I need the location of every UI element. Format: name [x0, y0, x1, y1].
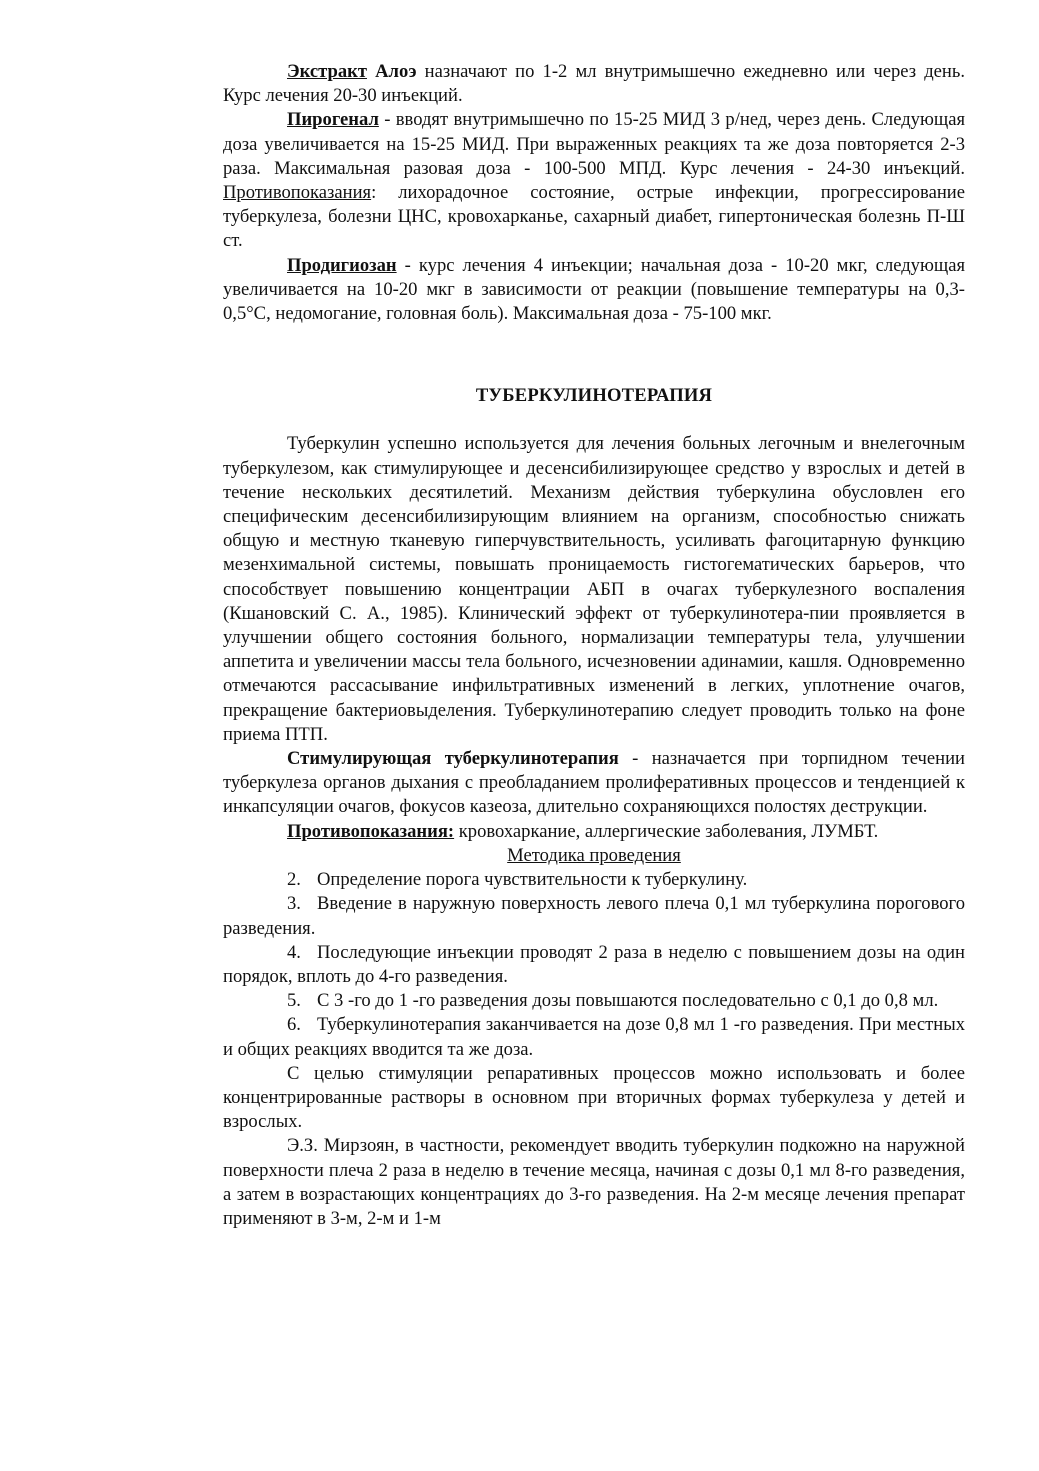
term-contraindications: Противопоказания: — [287, 820, 455, 842]
list-item-number: 4. — [287, 941, 301, 963]
term-prodigiosan: Продигиозан — [287, 254, 397, 276]
paragraph-tuberculin-intro: Туберкулин успешно используется для лечения больных легочным и внелегочным туберкулезом, как стимулирующее и десенсибилизирующее средство у взрослых и детей в течение нескольких десятилетий. Механизм действия туберкулина обусловлен его специфическим десенсибилизирующим влиянием на организм, способностью снижать общую и местную тканевую гиперчувствительность, усиливать фагоцитарную функцию мезенхимальной системы, повышать проницаемость гистогематических барьеров, что способствует повышению концентрации АБП в очагах туберкулезного воспаления (Кшановский С. А., 1985). Клинический эффект от туберкулинотера-пии проявляется в улучшении общего состояния больного, нормализации температуры тела, улучшении аппетита и увеличении массы тела больного, исчезновении адинамии, кашля. Одновременно отмечаются рассасывание инфильтративных изменений в легких, уплотнение очагов, прекращение бактериовыделения. Туберкулинотерапию следует проводить только на фоне приема ПТП. — [223, 433, 965, 745]
paragraph-stimulating — [223, 747, 965, 820]
paragraph-prodigiosan — [223, 254, 965, 327]
list-item-text: Туберкулинотерапия заканчивается на дозе 0,8 мл 1 -го разведения. При местных и общих реакциях вводится та же доза. — [223, 1014, 965, 1060]
pyrogenal-text-1: - вводят внутримышечно по 15-25 МИД 3 р/нед, через день. Следующая доза увеличивается на 15-25 МИД. При выраженных реакциях та же доза повторяется 2-3 раза. Максимальная разовая доза - 100-500 МПД. Курс лечения - 24-30 инъекций. — [223, 109, 965, 179]
paragraph-mirzoyan: Э.З. Мирзоян, в частности, рекомендует вводить туберкулин подкожно на наружной поверхности плеча 2 раза в неделю в течение месяца, начиная с дозы 0,1 мл 8-го разведения, а затем в возрастающих концентрациях до 3-го разведения. На 2-м месяце лечения препарат применяют в 3-м, 2-м и 1-м — [223, 1135, 965, 1229]
section-heading: ТУБЕРКУЛИНОТЕРАПИЯ — [475, 385, 713, 407]
list-item — [223, 892, 965, 940]
list-item-text: Введение в наружную поверхность левого плеча 0,1 мл туберкулина порогового разведения. — [223, 893, 965, 939]
list-item-text: Определение порога чувствительности к туберкулину. — [317, 869, 748, 891]
list-item-number: 2. — [287, 869, 301, 891]
paragraph-contraindications — [223, 820, 965, 844]
paragraph-pyrogenal — [223, 108, 965, 253]
term-aloe: Алоэ — [375, 61, 417, 82]
paragraph-reparative: С целью стимуляции репаративных процессов можно использовать и более концентрированные растворы в основном при вторичных формах туберкулеза у детей и взрослых. — [223, 1062, 965, 1133]
list-item-number: 3. — [287, 893, 301, 915]
term-pyrogenal: Пирогенал — [287, 109, 379, 131]
list-item-number: 5. — [287, 990, 301, 1012]
list-item-text: Последующие инъекции проводят 2 раза в неделю с повышением дозы на один порядок, вплоть до 4-го разведения. — [223, 941, 965, 987]
list-item-text: С 3 -го до 1 -го разведения дозы повышаются последовательно с 0,1 до 0,8 мл. — [317, 990, 939, 1012]
pyrogenal-text-2: : лихорадочное состояние, острые инфекции, прогрессирование туберкулеза, болезни ЦНС, кровохарканье, сахарный диабет, гипертоническая болезнь П-Ш ст. — [223, 182, 965, 252]
aloe-text: назначают по 1-2 мл внутримышечно ежедневно или через день. Курс лечения 20-30 инъекций. — [223, 61, 966, 107]
term-extract: Экстракт — [287, 61, 367, 82]
term-stimulating: Стимулирующая туберкулинотерапия — [287, 748, 619, 770]
list-item — [223, 1013, 965, 1061]
list-item — [223, 868, 965, 892]
method-subheading: Методика проведения — [507, 844, 681, 866]
contraindications-text: кровохаркание, аллергические заболевания, ЛУМБТ. — [454, 820, 879, 842]
prodigiosan-text: - курс лечения 4 инъекции; начальная доза - 10-20 мкг, следующая увеличивается на 10-20 мкг в зависимости от реакции (повышение температуры на 0,3-0,5°С, недомогание, головная боль). Максимальная доза - 75-100 мкг. — [223, 254, 965, 325]
paragraph-aloe — [223, 60, 965, 108]
list-item-number: 6. — [287, 1014, 301, 1036]
list-item — [223, 989, 965, 1013]
contraindications-label: Противопоказания — [223, 182, 372, 204]
stimulating-text: - назначается при торпидном течении туберкулеза органов дыхания с преобладанием пролиферативных процессов и тенденцией к инкапсуляции очагов, фокусов казеоза, длительно сохраняющихся полостях деструкции. — [223, 748, 965, 818]
list-item — [223, 941, 965, 989]
